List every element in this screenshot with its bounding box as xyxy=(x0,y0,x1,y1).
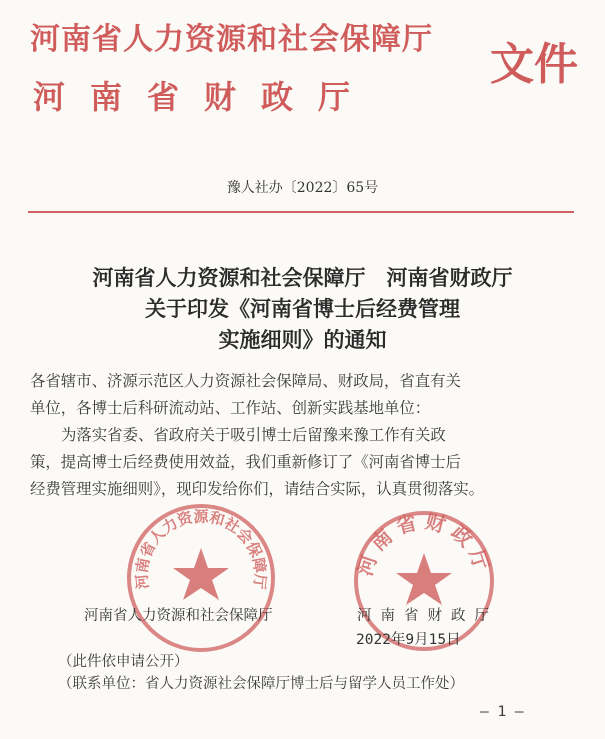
issuing-department-2: 河南省财政厅 xyxy=(33,78,376,116)
body-paragraph-line-2: 策，提高博士后经费使用效益，我们重新修订了《河南省博士后 xyxy=(30,453,461,471)
title-line-1: 河南省人力资源和社会保障厅 河南省财政厅 xyxy=(92,265,513,290)
seal-1-text: 河南省人力资源和社会保障厅 xyxy=(132,507,270,591)
signature-finance: 河南省财政厅 xyxy=(357,608,498,624)
body-paragraph-line-1: 为落实省委、省政府关于吸引博士后留豫来豫工作有关政 xyxy=(61,426,446,444)
seal-2-text: 河南省财政厅 xyxy=(352,508,496,579)
red-divider-line xyxy=(28,211,574,213)
recipients-line-1: 各省辖市、济源示范区人力资源社会保障局、财政局，省直有关 xyxy=(30,372,461,390)
disclosure-note: （此件依申请公开） xyxy=(58,654,189,670)
body-paragraph-line-3: 经费管理实施细则》，现印发给你们，请结合实际，认真贯彻落实。 xyxy=(30,480,485,498)
issuing-department-1: 河南省人力资源和社会保障厅 xyxy=(30,22,433,57)
star-icon xyxy=(396,553,452,605)
official-seal-hrss xyxy=(123,500,279,656)
page-number: — 1 — xyxy=(480,704,524,720)
title-line-3: 实施细则》的通知 xyxy=(218,327,387,352)
star-icon xyxy=(173,548,229,600)
document-label: 文件 xyxy=(490,39,578,90)
title-line-2: 关于印发《河南省博士后经费管理 xyxy=(145,296,460,321)
signature-hrss: 河南省人力资源和社会保障厅 xyxy=(84,608,273,624)
document-number: 豫人社办〔2022〕65号 xyxy=(226,180,379,196)
recipients-line-2: 单位，各博士后科研流动站、工作站、创新实践基地单位： xyxy=(30,399,431,417)
signature-date: 2022年9月15日 xyxy=(356,632,461,648)
contact-note: （联系单位：省人力资源社会保障厅博士后与留学人员工作处） xyxy=(58,676,464,692)
